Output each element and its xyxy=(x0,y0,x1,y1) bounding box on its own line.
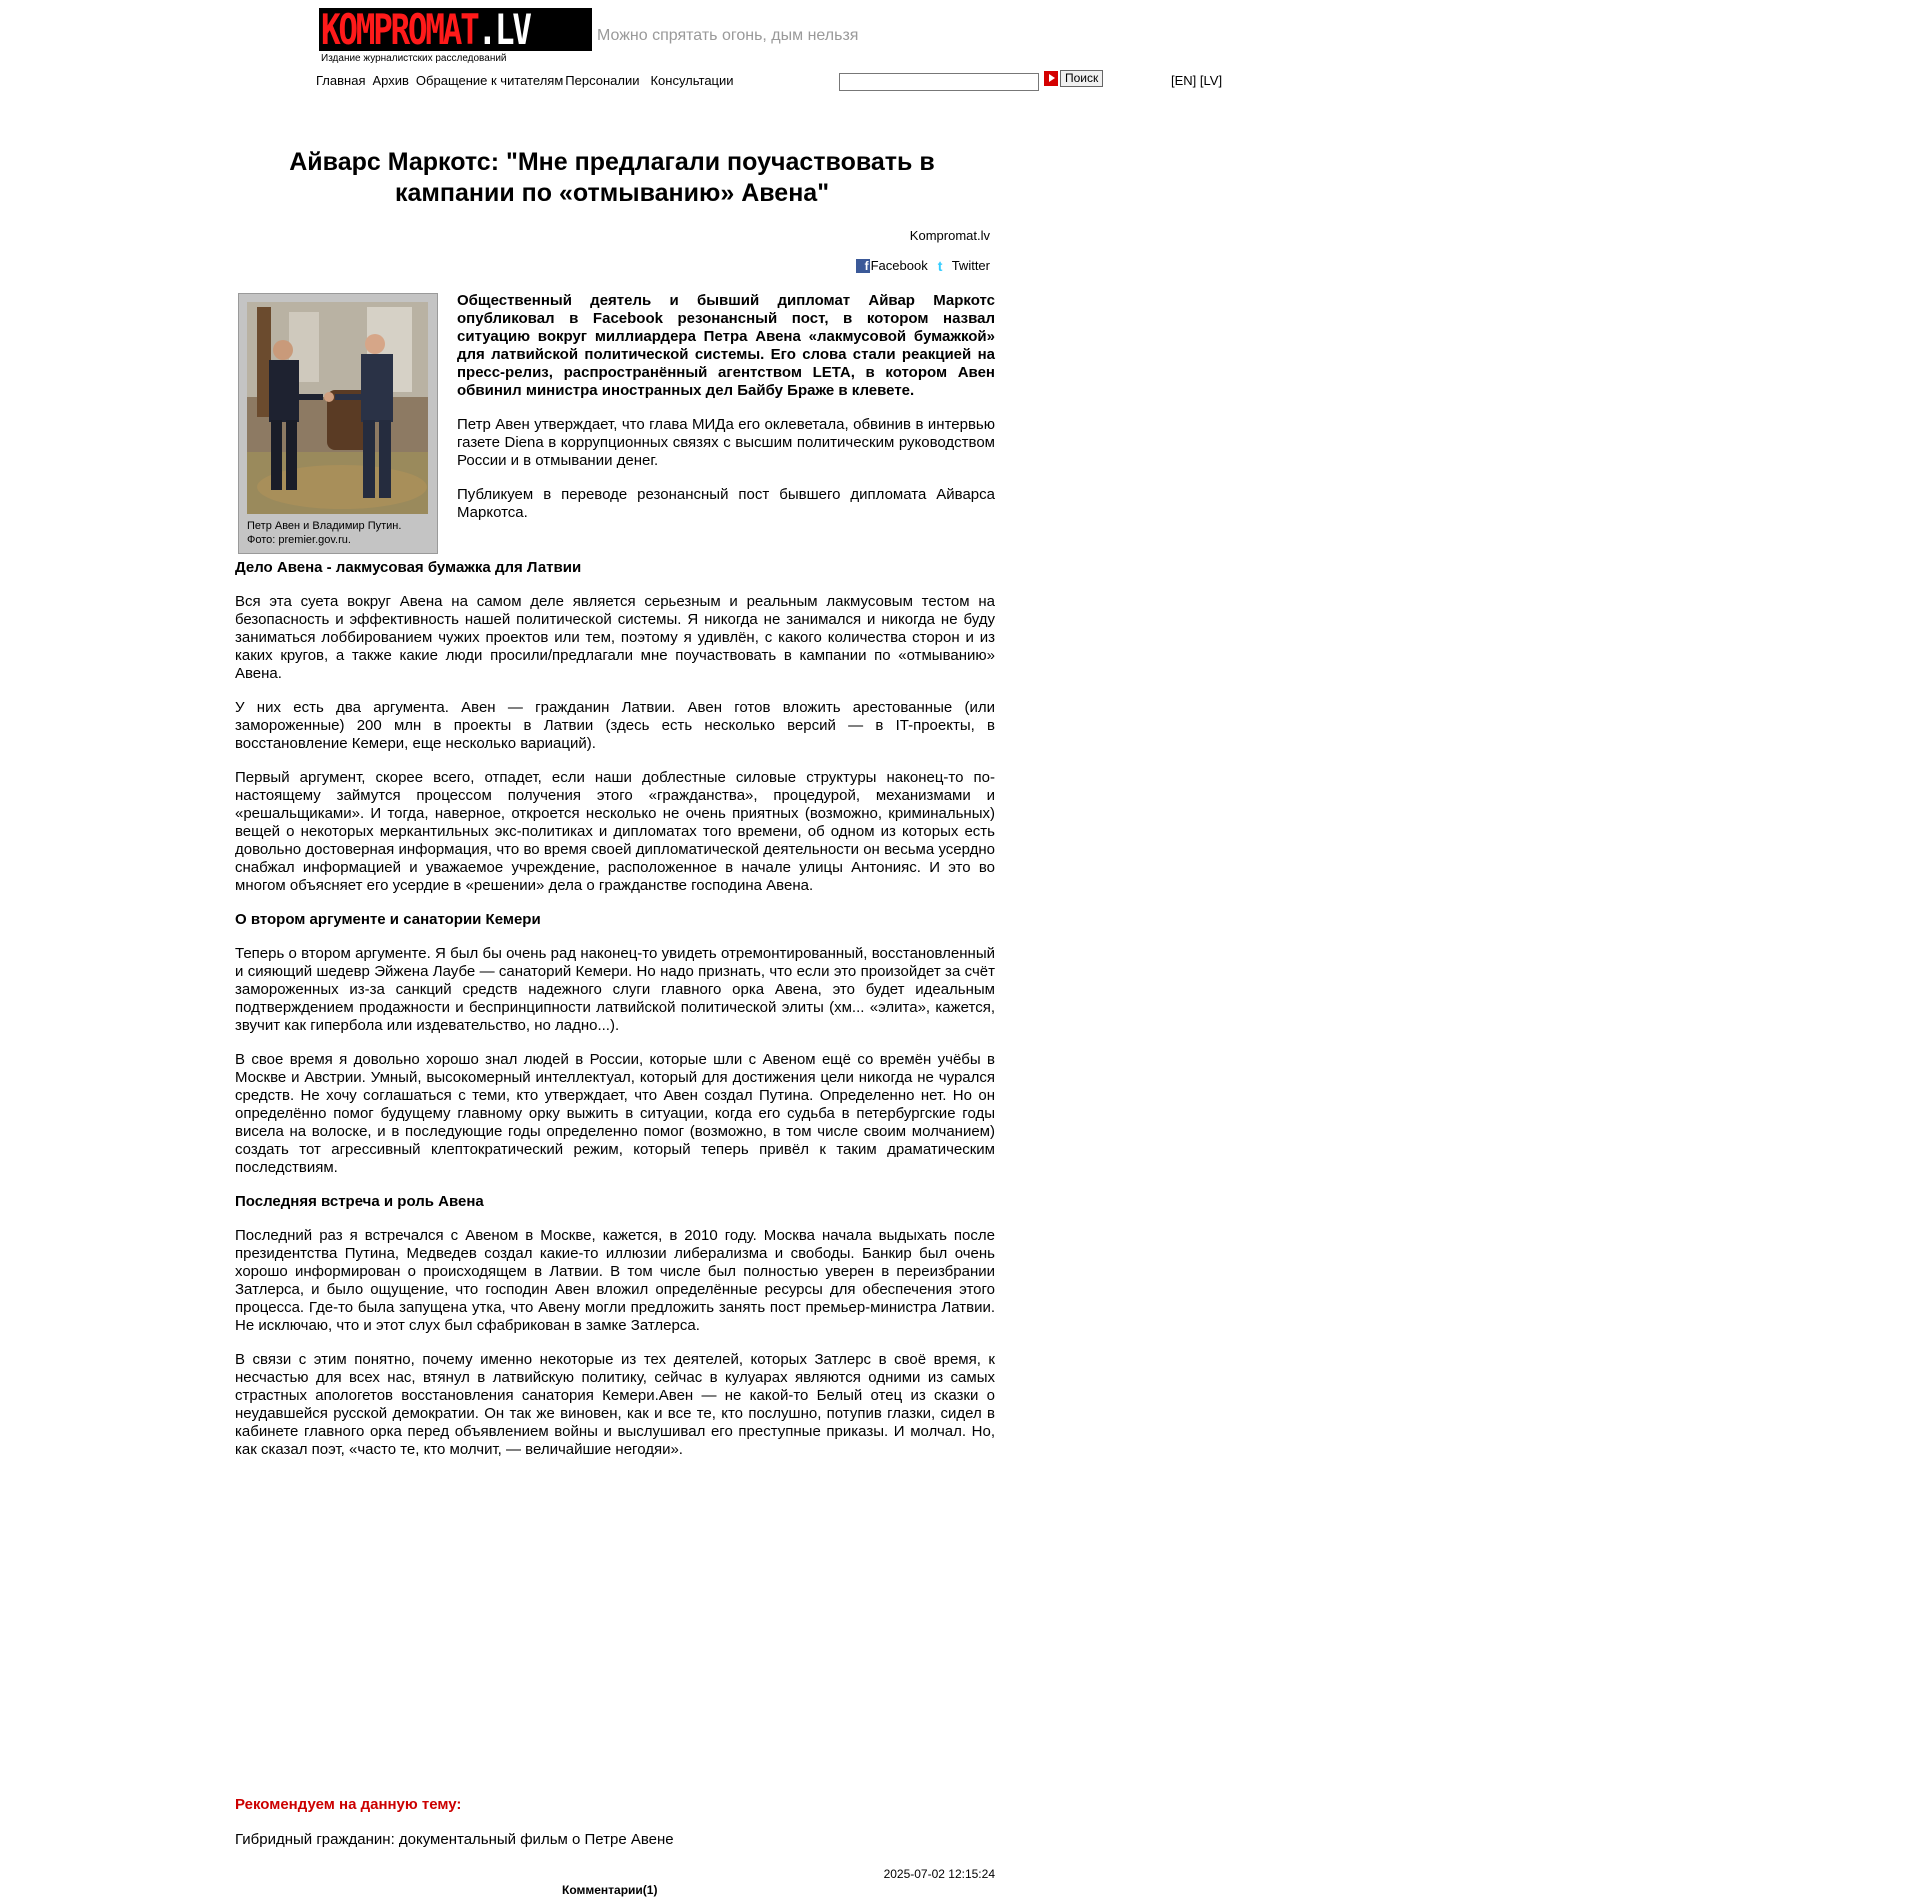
paragraph: Последний раз я встречался с Авеном в Москве, кажется, в 2010 году. Москва начала выдыхать после президентства Путина, Медведев создал какие-то иллюзии либерализма и свободы. Банкир был очень хорошо информирован о происходящем в Латвии. В том числе был полностью уверен в переизбрании Затлерса, и было ощущение, что господин Авен вложил определённые ресурсы для обеспечения этого процесса. Где-то была запущена утка, что Авену могли предложить занять пост премьер-министра Латвии. Не исключаю, что и этот слух был сфабрикован в замке Затлерса. xyxy=(235,1227,995,1334)
article-photo xyxy=(247,302,428,514)
language-switcher xyxy=(1171,73,1222,88)
main-nav xyxy=(316,73,741,88)
paragraph: Теперь о втором аргументе. Я был бы очень рад наконец-то увидеть отремонтированный, восстановленный и сияющий шедевр Эйжена Лаубе — санаторий Кемери. Но надо признать, что если это произойдет за счёт замороженных из-за санкций средств надежного слуги главного орка Авена, это будет идеальным подтверждением продажности и беспринципности латвийской политической элиты (хм... «элита», кажется, звучит как гипербола или издевательство, но ладно...). xyxy=(235,945,995,1034)
lang-lv-link[interactable]: [LV] xyxy=(1199,73,1223,88)
section-heading: Дело Авена - лакмусовая бумажка для Латвии xyxy=(235,559,582,576)
facebook-icon: f xyxy=(856,259,870,273)
paragraph: Вся эта суета вокруг Авена на самом деле является серьезным и реальным лакмусовым тестом на безопасность и эффективность нашей политической системы. Я никогда не занимался и никогда не буду заниматься лоббированием чужих проектов или тем, поэтому я удивлён, с какого количества сторон и из каких кругов, а также какие люди просили/предлагали мне поучаствовать в кампании по «отмыванию» Авена. xyxy=(235,593,995,682)
photo-caption-line-2: Фото: premier.gov.ru. xyxy=(247,534,351,546)
twitter-label: Twitter xyxy=(951,258,990,273)
paragraph: У них есть два аргумента. Авен — гражданин Латвии. Авен готов вложить арестованные (или замороженные) 200 млн в проекты в Латвии (здесь есть несколько версий — в IT-проекты, в восстановление Кемери, еще несколько вариаций). xyxy=(235,699,995,752)
paragraph: Публикуем в переводе резонансный пост бывшего дипломата Айварса Маркотса. xyxy=(457,486,995,521)
paragraph: В свое время я довольно хорошо знал людей в России, которые шли с Авеном ещё со времён учёбы в Москве и Австрии. Умный, высокомерный интеллектуал, который для достижения цели никогда не чурался средств. Не хочу соглашаться с теми, кто утверждает, что Авен создал Путина. Определенно нет. Но он определённо помог будущему главному орку выжить в ситуации, когда его судьба в петербургские годы висела на волоске, и в последующие годы определенно помог (возможно, в том числе своим молчанием) создать тот агрессивный клептократический режим, который теперь привёл к таким драматическим последствиям. xyxy=(235,1051,995,1176)
search-input[interactable] xyxy=(839,73,1039,91)
nav-item-home[interactable]: Главная xyxy=(316,73,366,88)
facebook-share-link[interactable] xyxy=(856,258,928,273)
twitter-share-link[interactable] xyxy=(928,258,990,273)
article-body xyxy=(235,559,995,1475)
comments-link[interactable]: Комментарии(1) xyxy=(562,1883,658,1897)
section-heading: Последняя встреча и роль Авена xyxy=(235,1193,484,1210)
facebook-label: Facebook xyxy=(870,258,928,273)
article-source: Kompromat.lv xyxy=(909,228,990,243)
search-button[interactable] xyxy=(1044,70,1103,87)
nav-item-readers-appeal[interactable]: Обращение к читателям xyxy=(415,73,564,88)
share-links xyxy=(856,258,990,273)
recommended-article-link[interactable]: Гибридный гражданин: документальный фильм о Петре Авене xyxy=(235,1831,674,1848)
paragraph: В связи с этим понятно, почему именно некоторые из тех деятелей, которых Затлерс в своё время, к несчастью для всех нас, втянул в латвийскую политику, сейчас в кулуарах являются одними из самых страстных апологетов восстановления санатория Кемери.Авен — не какой-то Белый отец из сказки о неудавшейся русской демократии. Он так же виновен, как и все те, кто послушно, потупив глазки, сидел в кабинете главного орка перед объявлением войны и выслушивал его преступные приказы. И молчал. Но, как сказал поэт, «часто те, кто молчит, — величайшие негодяи». xyxy=(235,1351,995,1458)
site-logo[interactable] xyxy=(319,5,592,66)
logo-text: KOMPROMAT.LV xyxy=(321,5,530,54)
lang-en-link[interactable]: [EN] xyxy=(1171,73,1197,88)
publish-date: 2025-07-02 12:15:24 xyxy=(883,1867,995,1881)
article-lead xyxy=(457,292,995,538)
paragraph: Первый аргумент, скорее всего, отпадет, если наши доблестные силовые структуры наконец-то по-настоящему займутся процессом получения этого «гражданства», процедурой, механизмами и «решальщиками». И тогда, наверное, откроется несколько не очень приятных (возможно, криминальных) вещей о некоторых меркантильных экс-политиках и дипломатах того времени, об одном из которых есть довольно достоверная информация, что во время своей дипломатической деятельности он весьма усердно снабжал информацией и уважаемое учреждение, расположенное в начале улицы Антонияс. И это во многом объясняет его усердие в «решении» дела о гражданстве господина Авена. xyxy=(235,769,995,894)
photo-caption xyxy=(247,519,431,547)
search-button-label: Поиск xyxy=(1060,70,1103,87)
nav-item-persons[interactable]: Персоналии xyxy=(565,73,640,88)
article-photo-frame xyxy=(238,293,438,554)
recommend-heading: Рекомендуем на данную тему: xyxy=(235,1796,462,1813)
paragraph: Петр Авен утверждает, что глава МИДа его оклеветала, обвинив в интервью газете Diena в коррупционных связях с высшим политическим руководством России и в отмывании денег. xyxy=(457,416,995,469)
photo-caption-line-1: Петр Авен и Владимир Путин. xyxy=(247,520,402,532)
section-heading: О втором аргументе и санатории Кемери xyxy=(235,911,541,928)
play-arrow-icon xyxy=(1044,71,1058,86)
nav-item-consultations[interactable]: Консультации xyxy=(650,73,734,88)
logo-subtitle: Издание журналистских расследований xyxy=(321,53,507,64)
article-title: Айварс Маркотс: "Мне предлагали поучаствовать в кампании по «отмыванию» Авена" xyxy=(289,148,935,207)
nav-item-archive[interactable]: Архив xyxy=(372,73,409,88)
twitter-icon: t xyxy=(937,258,943,274)
site-slogan: Можно спрятать огонь, дым нельзя xyxy=(597,27,859,44)
lead-paragraph: Общественный деятель и бывший дипломат Айвар Маркотс опубликовал в Facebook резонансный пост, в котором назвал ситуацию вокруг миллиардера Петра Авена «лакмусовой бумажкой» для латвийской политической системы. Его слова стали реакцией на пресс-релиз, распространённый агентством LETA, в котором Авен обвинил министра иностранных дел Байбу Браже в клевете. xyxy=(457,292,995,399)
